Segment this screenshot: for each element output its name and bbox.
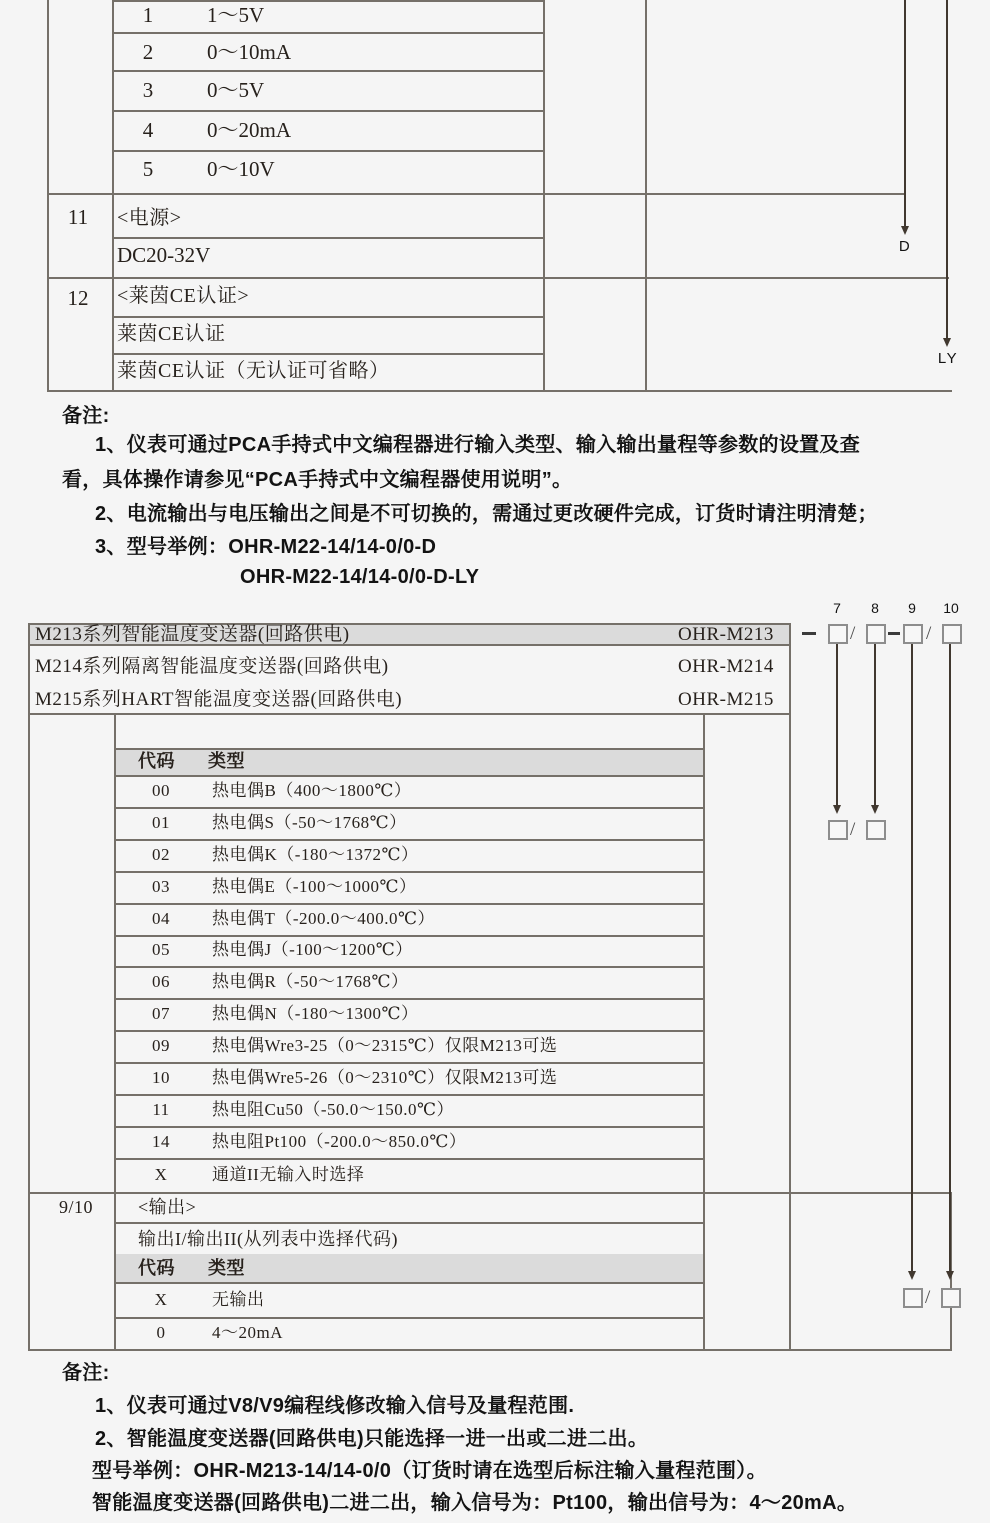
- signal-code: 5: [142, 157, 154, 181]
- notes-top-line3: 2、电流输出与电压输出之间是不可切换的，需通过更改硬件完成，订货时请注明清楚；: [95, 503, 878, 525]
- input-row-divider: [114, 1062, 704, 1064]
- table2-left-border: [28, 623, 30, 1351]
- ce-option-1: 莱茵CE认证: [117, 323, 226, 345]
- output-table-header-code: 代码: [138, 1258, 175, 1278]
- output-type: 无输出: [212, 1290, 265, 1309]
- selection-line-d: [904, 0, 906, 227]
- notes-bottom-title: 备注:: [62, 1362, 110, 1384]
- arrow-down-icon: [871, 805, 879, 814]
- selection-line-ly: [946, 0, 948, 339]
- input-select-box-7: [828, 820, 848, 840]
- input-row-divider: [114, 998, 704, 1000]
- table1-subrow-border: [112, 0, 545, 2]
- suffix-code-ly: LY: [937, 350, 959, 367]
- output-row-number: 9/10: [58, 1197, 93, 1217]
- product-name: M213系列智能温度变送器(回路供电): [35, 624, 350, 645]
- input-type: 热电偶K（-180～1372℃）: [212, 845, 419, 864]
- input-type: 热电偶E（-100～1000℃）: [212, 877, 417, 896]
- table1-subrow-border: [112, 110, 545, 112]
- notes-bottom-line3: 型号举例：OHR-M213-14/14-0/0（订货时请在选型后标注输入量程范围）。: [92, 1460, 767, 1482]
- output-row-divider: [114, 1222, 704, 1224]
- row11-number: 11: [67, 205, 89, 229]
- input-type: 热电偶R（-50～1768℃）: [212, 972, 409, 991]
- input-row-divider: [114, 935, 704, 937]
- signal-type: 0～10V: [207, 157, 275, 181]
- dash: [802, 632, 816, 635]
- input-row-divider: [114, 871, 704, 873]
- input-code: 04: [152, 909, 170, 928]
- product-code: OHR-M213: [678, 624, 774, 645]
- table1-subrow-border: [112, 70, 545, 72]
- input-type: 热电偶J（-100～1200℃）: [212, 940, 413, 959]
- input-type: 热电偶B（400～1800℃）: [212, 781, 412, 800]
- notes-bottom-line4: 智能温度变送器(回路供电)二进二出，输入信号为：Pt100，输出信号为：4～20mA。: [92, 1492, 858, 1514]
- product-code: OHR-M214: [678, 656, 774, 677]
- arrow-down-icon: [833, 805, 841, 814]
- digit-label-7: 7: [833, 600, 841, 616]
- table1-col-divider-3: [645, 0, 647, 391]
- dash: [888, 632, 900, 635]
- digit-label-9: 9: [908, 600, 916, 616]
- signal-code: 2: [142, 40, 154, 64]
- signal-code: 3: [142, 78, 154, 102]
- input-header-type: 类型: [208, 751, 245, 771]
- model-code-box-7: [828, 624, 848, 644]
- input-code: 09: [152, 1036, 170, 1055]
- notes-top-line2: 看，具体操作请参见“PCA手持式中文编程器使用说明”。: [62, 469, 573, 491]
- input-row-divider: [114, 1030, 704, 1032]
- selection-line-7: [836, 644, 838, 807]
- product-name: M215系列HART智能温度变送器(回路供电): [35, 689, 403, 710]
- selection-line-9: [911, 644, 913, 1273]
- slash-separator: /: [925, 1287, 931, 1308]
- input-code: 07: [152, 1004, 170, 1023]
- input-type: 热电阻Pt100（-200.0～850.0℃）: [212, 1132, 467, 1151]
- output-select-box-9: [903, 1288, 923, 1308]
- input-row-divider: [114, 807, 704, 809]
- input-row-divider: [114, 1094, 704, 1096]
- output-row-divider: [114, 1317, 704, 1319]
- input-code: 01: [152, 813, 170, 832]
- suffix-code-d: D: [898, 238, 912, 255]
- power-value: DC20-32V: [117, 243, 211, 267]
- power-header: <电源>: [117, 207, 182, 229]
- output-code: 0: [156, 1323, 166, 1342]
- signal-type: 0～20mA: [207, 118, 291, 142]
- notes-bottom-line2: 2、智能温度变送器(回路供电)只能选择一进一出或二进二出。: [95, 1428, 649, 1450]
- input-code: 10: [152, 1068, 170, 1087]
- table2-right-divider: [789, 623, 791, 1351]
- product-code: OHR-M215: [678, 689, 774, 710]
- output-header-bar: [114, 1254, 704, 1282]
- signal-type: 0～5V: [207, 78, 265, 102]
- output-header-bottom-border: [114, 1282, 704, 1284]
- table1-row12-divider: [112, 316, 545, 318]
- selection-line-8: [874, 644, 876, 807]
- table1-row12-top-border: [47, 277, 949, 279]
- input-row-divider: [114, 839, 704, 841]
- output-code: X: [154, 1290, 168, 1309]
- table1-bottom-border: [47, 390, 952, 392]
- arrow-down-icon: [901, 226, 909, 235]
- input-type: 热电偶Wre3-25（0～2315℃）仅限M213可选: [212, 1036, 558, 1055]
- input-row-divider: [114, 903, 704, 905]
- table1-row12-divider: [112, 353, 545, 355]
- signal-code: 1: [142, 3, 154, 27]
- notes-bottom-line1: 1、仪表可通过V8/V9编程线修改输入信号及量程范围.: [95, 1395, 575, 1417]
- input-code: 02: [152, 845, 170, 864]
- table1-row11-divider: [112, 237, 545, 239]
- input-code: X: [154, 1165, 168, 1184]
- arrow-down-icon: [946, 1271, 954, 1280]
- signal-code: 4: [142, 118, 154, 142]
- table2-bottom-border: [28, 1349, 952, 1351]
- ce-option-2: 莱茵CE认证（无认证可省略）: [117, 360, 390, 382]
- input-code: 06: [152, 972, 170, 991]
- row12-number: 12: [67, 286, 89, 310]
- output-table-header-type: 类型: [208, 1258, 245, 1278]
- input-header-top-border: [114, 748, 704, 750]
- table1-row11-top-border: [47, 193, 905, 195]
- table1-subrow-border: [112, 32, 545, 34]
- notes-top-title: 备注:: [62, 405, 110, 427]
- model-code-box-8: [866, 624, 886, 644]
- input-type: 热电阻Cu50（-50.0～150.0℃）: [212, 1100, 455, 1119]
- ce-header: <莱茵CE认证>: [117, 285, 250, 307]
- signal-type: 0～10mA: [207, 40, 291, 64]
- input-type: 热电偶T（-200.0～400.0℃）: [212, 909, 436, 928]
- input-header-bottom-border: [114, 775, 704, 777]
- input-select-box-8: [866, 820, 886, 840]
- input-row-divider: [114, 966, 704, 968]
- input-header-code: 代码: [138, 751, 175, 771]
- input-code: 03: [152, 877, 170, 896]
- table2-body-top-border: [28, 713, 790, 715]
- output-section-top-border: [28, 1192, 952, 1194]
- output-type: 4～20mA: [212, 1323, 283, 1342]
- output-subheader: 输出I/输出II(从列表中选择代码): [138, 1229, 398, 1249]
- input-row-divider: [114, 1158, 704, 1160]
- input-code: 14: [152, 1132, 170, 1151]
- selection-line-10: [949, 644, 951, 1273]
- input-type: 热电偶Wre5-26（0～2310℃）仅限M213可选: [212, 1068, 558, 1087]
- slash-separator: /: [926, 623, 932, 644]
- table1-col-divider-2: [543, 0, 545, 391]
- input-code: 05: [152, 940, 170, 959]
- slash-separator: /: [850, 819, 856, 840]
- slash-separator: /: [850, 623, 856, 644]
- signal-type: 1～5V: [207, 3, 265, 27]
- arrow-down-icon: [943, 338, 951, 347]
- model-code-box-9: [903, 624, 923, 644]
- notes-top-line1: 1、仪表可通过PCA手持式中文编程器进行输入类型、输入输出量程等参数的设置及查: [95, 434, 861, 456]
- output-header: <输出>: [138, 1197, 197, 1217]
- input-row-divider: [114, 1126, 704, 1128]
- input-code: 11: [152, 1100, 170, 1119]
- table1-subrow-border: [112, 150, 545, 152]
- input-type: 热电偶S（-50～1768℃）: [212, 813, 407, 832]
- notes-top-line4: 3、型号举例：OHR-M22-14/14-0/0-D: [95, 536, 437, 558]
- table1-col-divider-1: [112, 0, 114, 391]
- input-type: 通道II无输入时选择: [212, 1165, 365, 1184]
- notes-top-line5: OHR-M22-14/14-0/0-D-LY: [240, 566, 480, 588]
- digit-label-10: 10: [943, 600, 959, 616]
- arrow-down-icon: [908, 1271, 916, 1280]
- table1-left-border: [47, 0, 49, 391]
- output-select-box-10: [941, 1288, 961, 1308]
- input-type: 热电偶N（-180～1300℃）: [212, 1004, 419, 1023]
- digit-label-8: 8: [871, 600, 879, 616]
- input-code: 00: [152, 781, 170, 800]
- input-header-bar: [114, 748, 704, 776]
- model-code-box-10: [942, 624, 962, 644]
- product-name: M214系列隔离智能温度变送器(回路供电): [35, 656, 389, 677]
